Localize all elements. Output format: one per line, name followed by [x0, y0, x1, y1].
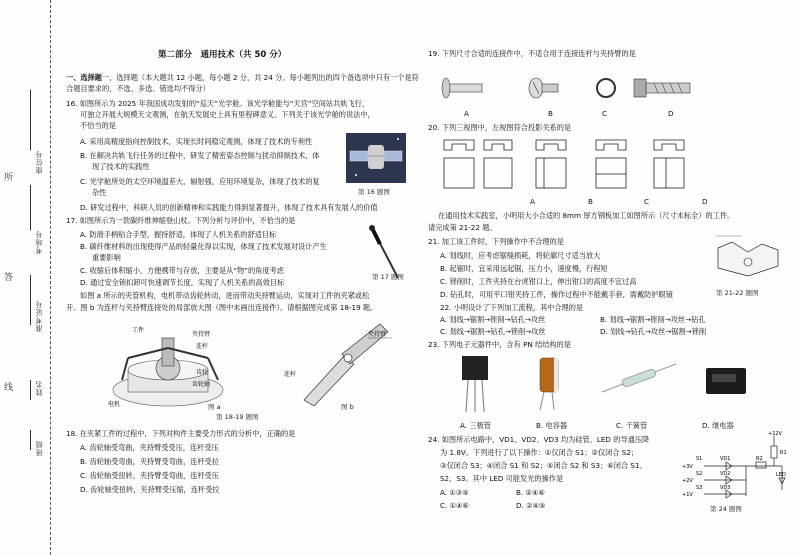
circuit-vd1-label: VD1 [720, 456, 731, 462]
fig-b-label-arm: 夹持臂 [368, 331, 387, 338]
q19-label-d[interactable]: D [668, 109, 674, 118]
fig-a-label-gear: 齿轮 [196, 369, 209, 376]
q16-option-b[interactable]: B. 在解决共轨飞行任务的过程中，研发了精密姿态控制与扰动抑制技术，体 [80, 151, 320, 160]
q22-option-a[interactable]: A. 划线→锯割→锉削→钻孔→攻丝 [440, 315, 546, 324]
q16-option-b-2: 现了技术的实践性 [92, 162, 150, 171]
figure-a-caption: 图 a [208, 403, 221, 411]
q22-stem: 22. 小明设计了下列加工流程，其中合理的是 [440, 303, 584, 312]
q20-label-d[interactable]: D [702, 197, 708, 206]
q23-option-d[interactable]: D. 继电器 [702, 421, 734, 430]
q17-option-d[interactable]: D. 通过安全锁扣卸可快速调节长度，实现了人机关系的高效目标 [80, 278, 285, 287]
q24-stem: 24. 如图所示电路中，VD1、VD2、VD3 均为硅管，LED 的导通压降 [428, 435, 650, 444]
q18-option-a[interactable]: A. 齿轮轴受弯曲，夹持臂受受压，连杆受压 [80, 443, 219, 452]
q24-option-c[interactable]: C. ①④⑥ [440, 501, 469, 510]
q21-option-d[interactable]: D. 钻孔时，可用平口钳夹持工件，操作过程中不能戴手套，需戴防护眼镜 [440, 290, 673, 299]
right-column [420, 0, 795, 555]
fig-b-label-link: 连杆 [284, 371, 297, 378]
q18-19-intro: 如图 a 所示的夹管机构，电机带动齿轮转动，进而带动夹持臂运动，实现对工件的夹紧或松 [80, 291, 370, 300]
q17-option-b-2: 重要影响 [92, 253, 121, 262]
q19-label-c[interactable]: C [602, 109, 608, 118]
circuit-v2-label: +2V [682, 478, 693, 484]
binding-char-1: 所 [4, 173, 14, 183]
section1-heading: 一、选择题一、选择题（本大题共 12 小题，每小题 2 分，共 24 分。每小题列出的四个备选项中只有一个是符 [66, 73, 419, 82]
q22-option-c[interactable]: C. 划线→锯割→钻孔→锉削→攻丝 [440, 327, 546, 336]
q18-option-c[interactable]: C. 齿轮轴受扭转，夹持臂受弯曲，连杆受压 [80, 471, 219, 480]
circuit-s1-label: S1 [696, 456, 703, 462]
q23-stem: 23. 下列电子元器件中，含有 PN 结结构的是 [428, 340, 571, 349]
q24-option-a[interactable]: A. ①③⑤ [440, 488, 469, 497]
spacecraft-image [346, 133, 406, 183]
q17-caption: 第 17 题图 [372, 273, 404, 281]
binding-char-2: 答 [4, 273, 14, 283]
class-label: 班级 [35, 440, 43, 456]
q19-connectors-figure [432, 68, 732, 110]
figure-a-clamp-mechanism [108, 318, 243, 410]
binding-strip [0, 0, 51, 555]
q17-option-c[interactable]: C. 收缩后体积缩小，方便携带与存放，主要是从“物”的角度考虑 [80, 266, 284, 275]
fig-a-label-gear-shaft: 齿轮轴 [192, 381, 211, 388]
q21-option-a[interactable]: A. 划线时，应考虑锯缝损耗，将轮廓尺寸适当放大 [440, 251, 601, 260]
q24-stem-3: ③仅闭合 S3；④闭合 S1 和 S2；⑤闭合 S2 和 S3；⑥闭合 S1、 [440, 461, 647, 470]
section-title: 第二部分 通用技术（共 50 分） [158, 50, 287, 60]
q19-stem: 19. 下列尺寸合适的连接件中，不适合用于连接连杆与夹持臂的是 [428, 49, 636, 58]
fig-a-label-link: 连杆 [196, 343, 209, 350]
q18-option-b[interactable]: B. 齿轮轴受弯曲，夹持臂受弯曲，连杆受拉 [80, 457, 219, 466]
figure-18-19-caption: 第 18-19 题图 [216, 413, 259, 421]
binding-char-3: 线 [4, 383, 14, 393]
q24-circuit-diagram [682, 430, 790, 504]
q24-caption: 第 24 题图 [710, 505, 742, 513]
q21-option-b[interactable]: B. 起锯时，宜采用远起锯，压力小，速度慢，行程短 [440, 264, 608, 273]
circuit-vcc-label: +12V [768, 431, 782, 437]
q24-option-d[interactable]: D. ②④⑤ [516, 501, 546, 510]
fig-a-label-workpiece: 工件 [132, 327, 145, 334]
workpiece-figure [712, 228, 784, 282]
q21-22-intro-2: 请完成第 21-22 题。 [428, 223, 497, 232]
q21-option-c[interactable]: C. 锉削时，工件夹持在台虎钳口上，伸出钳口的高度不宜过高 [440, 277, 637, 286]
fig-a-label-motor: 电机 [108, 401, 121, 408]
q23-option-c[interactable]: C. 干簧管 [616, 421, 648, 430]
q16-stem-3: 不恰当的是 [80, 121, 116, 130]
fig-a-label-arm: 夹持臂 [192, 331, 211, 338]
q18-stem: 18. 在夹紧工件的过程中，下列对构件主要受力形式的分析中，正确的是 [66, 429, 296, 438]
q23-option-b[interactable]: B. 电容器 [536, 421, 568, 430]
circuit-v1-label: +3V [682, 464, 693, 470]
q20-label-a[interactable]: A [530, 197, 535, 206]
circuit-vd3-label: VD3 [720, 485, 731, 491]
q16-stem-2: 可独立开展大规模天文观测，在航天发展史上具有里程碑意义。下列关于该光学舱的说法中， [80, 110, 375, 119]
q24-stem-2: 为 1.8V。下列进行了以下操作：①仅闭合 S1；②仅闭合 S2； [440, 448, 639, 457]
figure-b-joint-detail [284, 316, 394, 406]
exam-room-label: 考场号 [35, 230, 43, 254]
circuit-r2-label: R2 [756, 456, 763, 462]
q16-stem: 16. 如图所示为 2025 年我国成功发射的“巡天”光学舱。该光学舱能与“天宫”空间站共轨飞行， [66, 99, 370, 108]
q18-19-intro-2: 开。图 b 为连杆与夹持臂连接处的局部放大图（图中未画出连接件）。请根据图完成第 18-19 题。 [66, 303, 378, 312]
q18-option-d[interactable]: D. 齿轮轴受扭转，夹持臂受压缩，连杆受拉 [80, 485, 220, 494]
circuit-vd2-label: VD2 [720, 471, 731, 477]
q21-22-intro: 在通用技术实践室，小明用大小合适的 8mm 厚方钢板加工如图所示（尺寸未标全）的工件。 [438, 211, 735, 220]
figure-21-22-caption: 第 21-22 题图 [716, 289, 759, 297]
name-label: 姓名 [35, 380, 43, 396]
q19-label-b[interactable]: B [548, 109, 553, 118]
q16-option-a[interactable]: A. 采用高精度指向控制技术，实现长时间稳定观测，体现了技术的专利性 [80, 137, 313, 146]
seat-number-label: 座位号 [35, 150, 43, 174]
q19-label-a[interactable]: A [464, 109, 469, 118]
q17-option-b[interactable]: B. 碳纤维材料的出现使得产品的轻量化得以实现，体现了技术发展对设计产生 [80, 242, 327, 251]
q24-stem-4: S2、S3。其中 LED 可能发光的操作是 [440, 474, 564, 483]
q16-option-c-2: 杂性 [92, 188, 107, 197]
q24-option-b[interactable]: B. ②④⑥ [516, 488, 545, 497]
ticket-number-label: 准考证号 [35, 300, 43, 332]
circuit-led-label: LED [776, 472, 786, 478]
q20-three-views-figure [440, 136, 720, 196]
q17-option-a[interactable]: A. 防滑手柄贴合手型，握持舒适，体现了人机关系的舒适目标 [80, 230, 277, 239]
q22-option-b[interactable]: B. 划线→锯割→锉削→攻丝→钻孔 [600, 315, 706, 324]
q23-components-figure [444, 352, 764, 414]
circuit-v3-label: +1V [682, 492, 693, 498]
circuit-r1-label: R1 [780, 450, 787, 456]
q22-option-d[interactable]: D. 划线→钻孔→攻丝→锯割→锉削 [600, 327, 707, 336]
section1-heading-2: 合题目要求的，不选、多选、错选均不得分） [66, 84, 210, 93]
circuit-s2-label: S2 [696, 471, 703, 477]
q16-option-d[interactable]: D. 研发过程中，科研人员的创新精神和实践能力得到显著提升，体现了技术具有发展人的价值 [80, 203, 378, 212]
left-column [66, 0, 419, 555]
q21-stem: 21. 加工该工件时，下列操作中不合理的是 [428, 237, 564, 246]
q23-option-a[interactable]: A. 三极管 [460, 421, 491, 430]
q17-stem: 17. 如图所示为一款碳纤维伸缩登山杖。下列分析与评价中，不恰当的是 [66, 216, 296, 225]
q20-label-c[interactable]: C [644, 197, 650, 206]
figure-b-caption: 图 b [341, 403, 354, 411]
q20-stem: 20. 下列三视图中，左视图符合投影关系的是 [428, 123, 572, 132]
q16-option-c[interactable]: C. 光学舱所处的太空环境温差大、辐射强，应用环境复杂，体现了技术的复 [80, 177, 320, 186]
circuit-s3-label: S3 [696, 485, 703, 491]
q16-caption: 第 16 题图 [358, 188, 390, 196]
q20-label-b[interactable]: B [588, 197, 593, 206]
